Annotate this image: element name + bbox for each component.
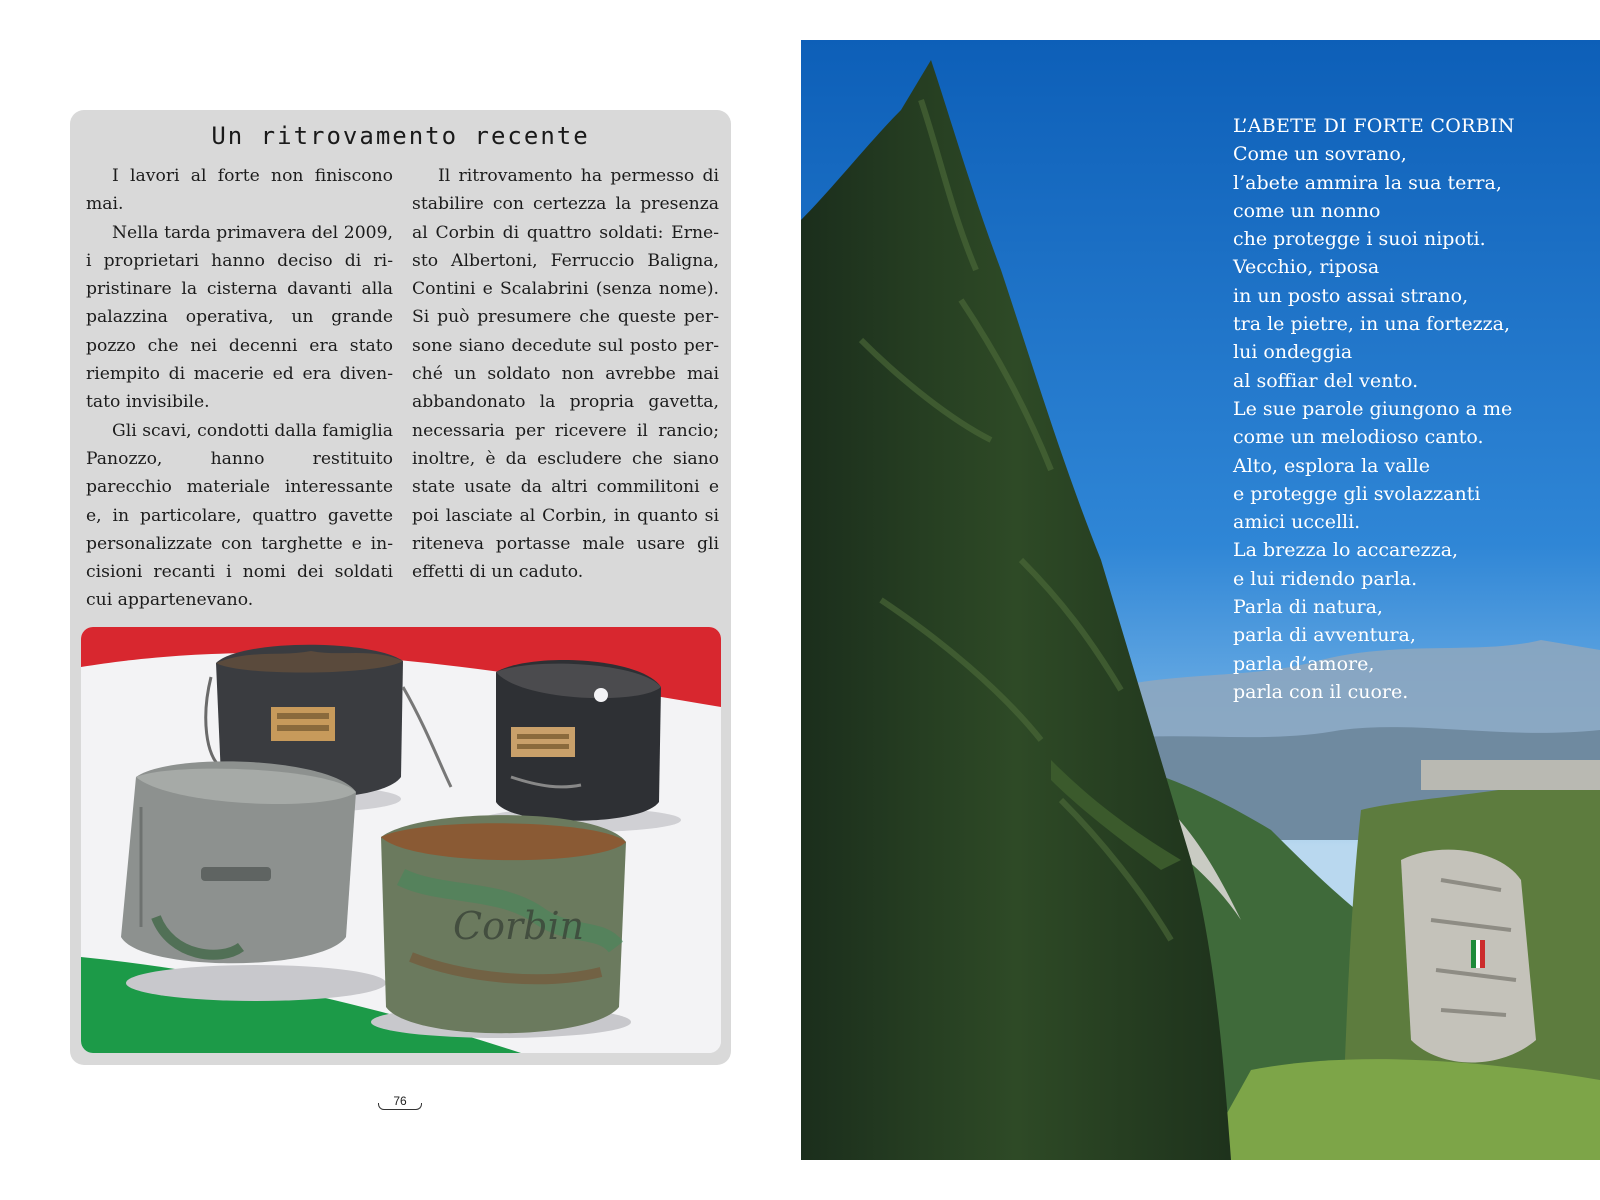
poem-line: Come un sovrano, xyxy=(1233,143,1407,166)
paragraph: Gli scavi, condotti dalla famiglia Panozzo, hanno restituito parecchio materiale interessante e, in particolare, quattro gavette personalizzate con targhette e incisioni recanti i nomi dei soldati cui appartenevano. xyxy=(86,420,393,611)
poem-line: Alto, esplora la valle xyxy=(1233,454,1430,477)
paragraph: I lavori al forte non finiscono mai. xyxy=(86,166,393,215)
page-number-text: 76 xyxy=(393,1094,407,1108)
poem-line: La brezza lo accarezza, xyxy=(1233,539,1459,562)
mess-tin-2 xyxy=(496,660,661,821)
poem xyxy=(1233,112,1573,706)
poem-lines xyxy=(1233,140,1573,706)
poem-line: Parla di natura, xyxy=(1233,596,1383,619)
text-column-left xyxy=(86,162,393,615)
poem-title: L’ABETE DI FORTE CORBIN xyxy=(1233,115,1515,137)
engraving-text: Corbin xyxy=(453,904,585,948)
page-number-bracket xyxy=(378,1103,422,1110)
poem-line: come un nonno xyxy=(1233,199,1381,222)
poem-line: Le sue parole giungono a me xyxy=(1233,397,1513,420)
box-title: Un ritrovamento recente xyxy=(211,122,590,150)
mess-tin-3 xyxy=(121,761,356,963)
poem-line: in un posto assai strano, xyxy=(1233,284,1469,307)
poem-line: parla d’amore, xyxy=(1233,652,1375,675)
poem-line: Vecchio, riposa xyxy=(1233,256,1380,279)
poem-line: e protegge gli svolazzanti xyxy=(1233,482,1481,505)
poem-line: parla di avventura, xyxy=(1233,624,1416,647)
mess-tins-photo xyxy=(81,627,721,1053)
poem-line: e lui ridendo parla. xyxy=(1233,567,1418,590)
paragraph: Nella tarda primavera del 2009, i proprietari hanno deciso di ripristinare la cisterna davanti alla palazzina operativa, un grande pozzo che nei decenni era stato riempito di macerie ed era diventato invisibile. xyxy=(86,222,393,413)
poem-line: l’abete ammira la sua terra, xyxy=(1233,171,1502,194)
page-number xyxy=(378,1094,422,1108)
paragraph: Il ritrovamento ha permesso di stabilire con certezza la presenza al Corbin di quattro soldati: Ernesto Albertoni, Ferruccio Baligna, Contini e Scalabrini (senza nome). Si può presumere che queste persone siano decedute sul posto perché un soldato non avrebbe mai abbandonato la propria gavetta, necessaria per ricevere il rancio; inoltre, è da escludere che siano state usate da altri commilitoni e poi lasciate al Corbin, in quanto si riteneva portasse male usare gli effetti di un caduto. xyxy=(412,166,719,583)
poem-line: lui ondeggia xyxy=(1233,341,1353,364)
poem-line: come un melodioso canto. xyxy=(1233,426,1484,449)
poem-line: al soffiar del vento. xyxy=(1233,369,1419,392)
poem-line: amici uccelli. xyxy=(1233,511,1361,534)
sidebar-box xyxy=(70,110,731,1065)
mess-tin-4 xyxy=(381,815,626,1033)
poem-line: parla con il cuore. xyxy=(1233,680,1409,703)
poem-line: tra le pietre, in una fortezza, xyxy=(1233,313,1510,336)
text-column-right xyxy=(412,162,719,586)
poem-line: che protegge i suoi nipoti. xyxy=(1233,228,1486,251)
